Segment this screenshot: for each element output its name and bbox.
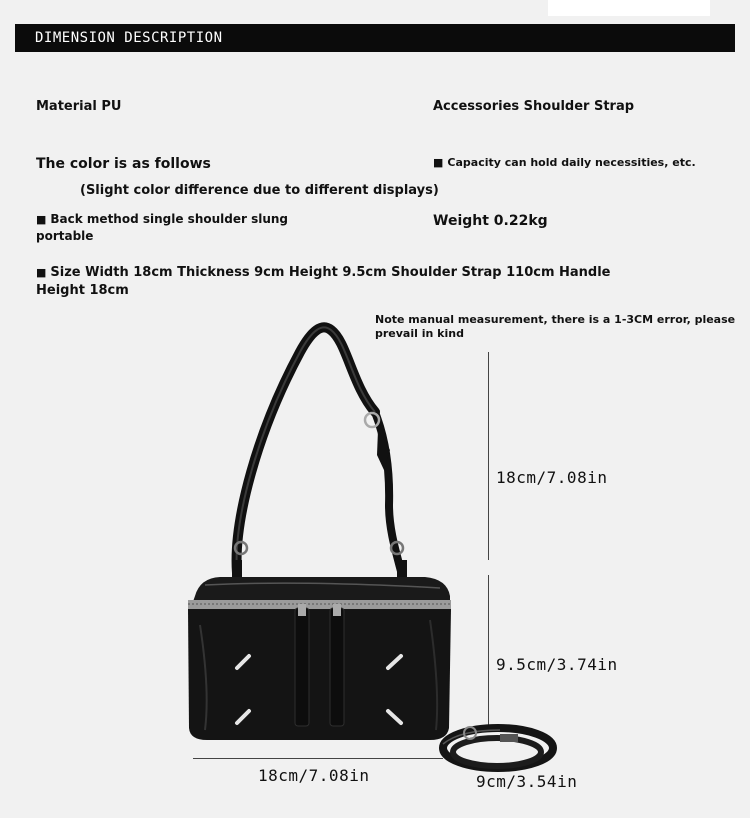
bag-height-label: 9.5cm/3.74in	[496, 655, 618, 674]
capacity-label: Capacity can hold daily necessities, etc.	[447, 156, 696, 169]
color-title: The color is as follows	[36, 156, 211, 172]
section-title: DIMENSION DESCRIPTION	[35, 30, 223, 46]
size-line2: Height 18cm	[36, 283, 129, 298]
strap-clasp	[500, 734, 518, 742]
zipper-slider-left	[298, 604, 306, 616]
note-line1: Note manual measurement, there is a 1-3CM error, please	[375, 313, 736, 326]
note-line2: prevail in kind	[375, 327, 464, 340]
back-method-label: Back method single shoulder slung	[50, 212, 289, 226]
zipper-pull-right	[330, 608, 344, 726]
back-method-line2: portable	[36, 229, 94, 243]
zipper-slider-right	[333, 604, 341, 616]
bullet-square-icon: ■	[36, 266, 47, 279]
zipper-track	[188, 600, 451, 609]
bullet-square-icon: ■	[36, 213, 47, 226]
size-label: Size Width 18cm Thickness 9cm Height 9.5cm Shoulder Strap 110cm Handle	[50, 265, 611, 280]
zipper-pull-left	[295, 608, 309, 726]
accessories-text: Accessories Shoulder Strap	[433, 99, 635, 114]
thickness-label: 9cm/3.54in	[476, 772, 578, 791]
size-line1	[36, 265, 611, 280]
weight-text: Weight 0.22kg	[433, 213, 548, 229]
handle-height-label: 18cm/7.08in	[496, 468, 608, 487]
back-method-line1	[36, 212, 288, 226]
section-header-bar	[15, 24, 735, 52]
capacity-text	[433, 156, 696, 169]
width-label: 18cm/7.08in	[258, 766, 370, 785]
bag-body	[188, 609, 451, 740]
top-white-strip	[548, 0, 710, 16]
shoulder-strap-coil-inner	[453, 738, 541, 766]
bullet-square-icon: ■	[433, 156, 444, 169]
color-note: (Slight color difference due to different displays)	[80, 183, 439, 198]
material-text: Material PU	[36, 99, 122, 114]
handbag-image	[180, 320, 600, 780]
